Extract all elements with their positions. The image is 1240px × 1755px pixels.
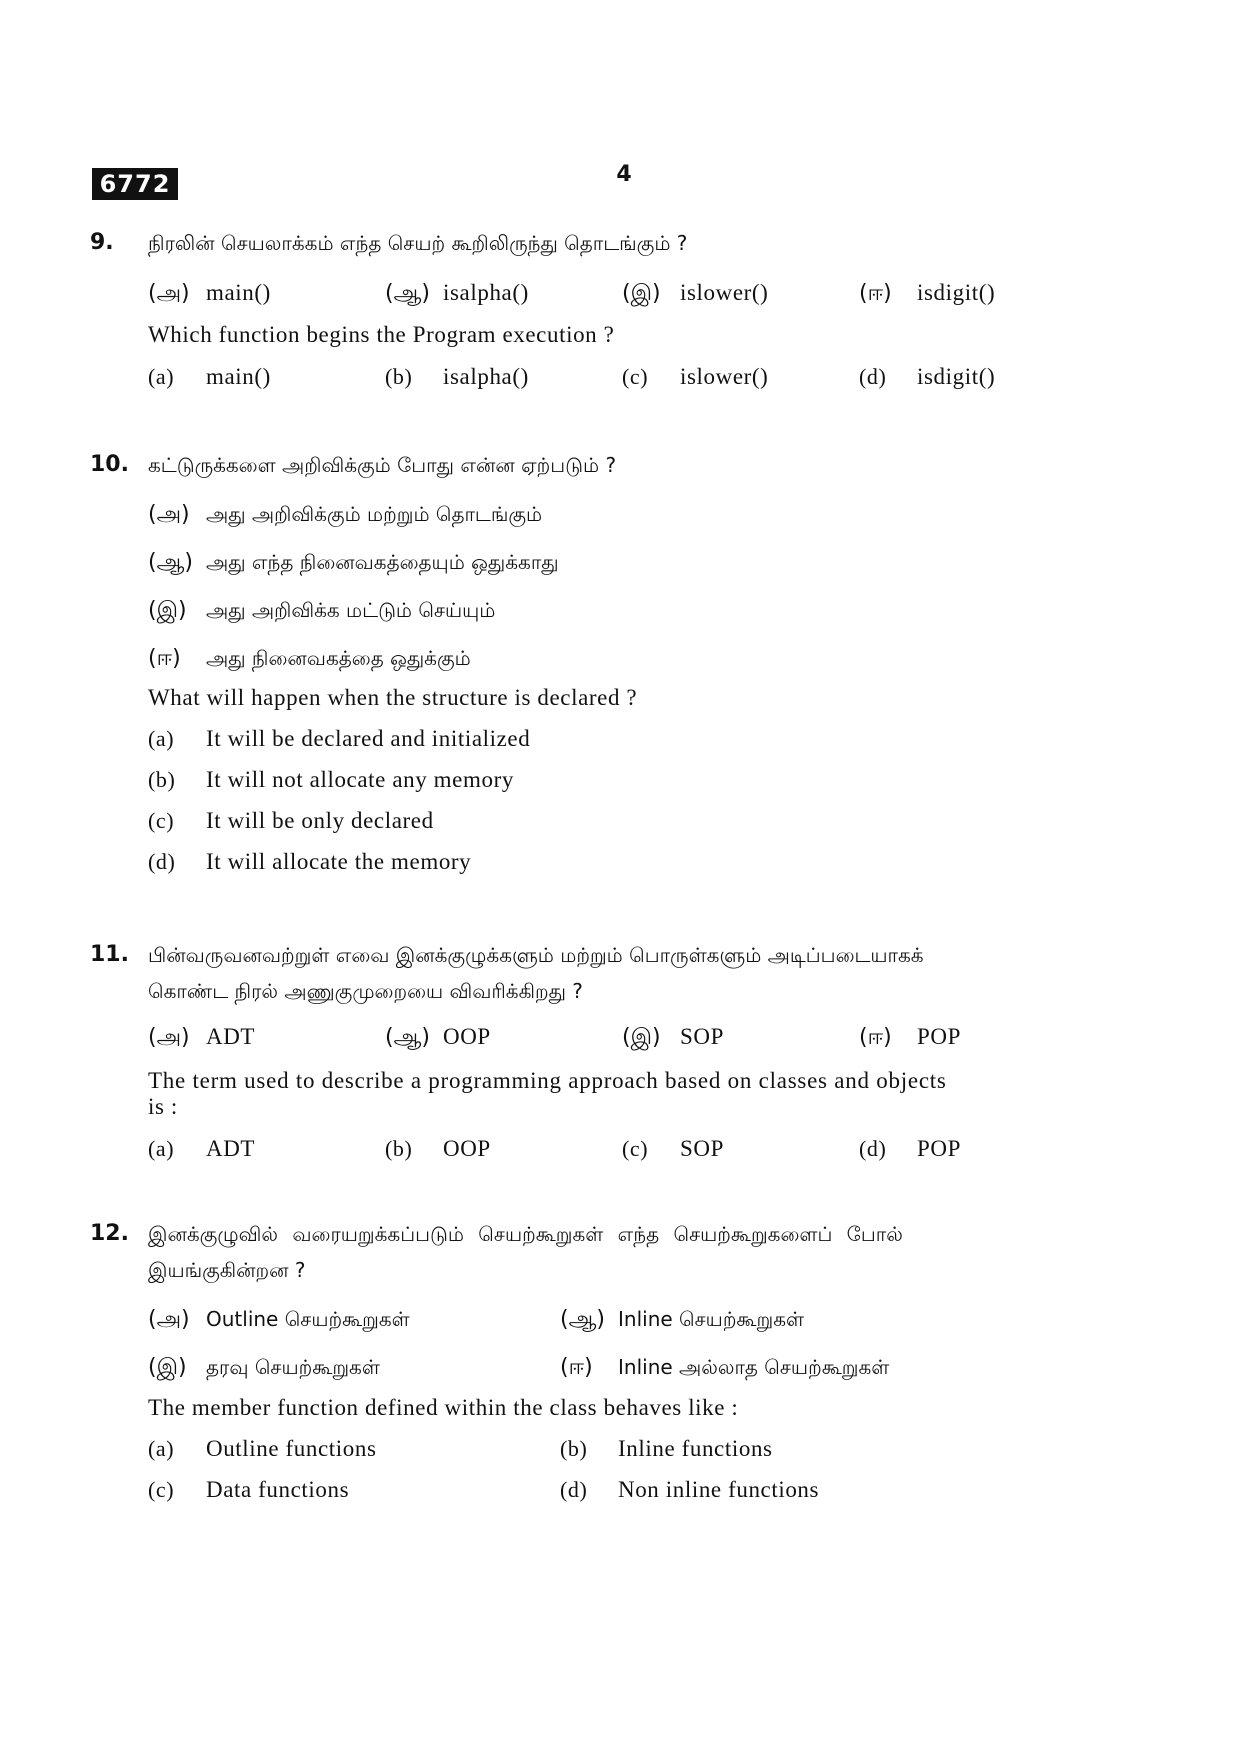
question-text-english: The member function defined within the class behaves like : — [148, 1395, 739, 1420]
option-label: (இ) — [622, 1025, 661, 1050]
question-number: 11. — [90, 942, 129, 967]
option-tamil-c — [148, 595, 495, 627]
option-text: islower() — [680, 364, 769, 389]
option-tamil-a — [148, 1304, 410, 1336]
question-text-tamil: கட்டுருக்களை அறிவிக்கும் போது என்ன ஏற்படும் ? — [148, 453, 617, 477]
option-text: isalpha() — [443, 364, 529, 389]
option-text: தரவு செயற்கூறுகள் — [206, 1355, 380, 1379]
option-label: (d) — [560, 1477, 588, 1502]
option-tamil-b — [385, 1022, 491, 1054]
question-text-tamil: பின்வருவனவற்றுள் எவை இனக்குழுக்களும் மற்றும் பொருள்களும் அடிப்படையாகக் — [148, 943, 924, 967]
option-tamil-b — [560, 1304, 804, 1336]
option-label: (அ) — [148, 1307, 190, 1332]
option-text: islower() — [680, 280, 769, 305]
option-label: (a) — [148, 1136, 175, 1161]
option-text: Outline functions — [206, 1436, 377, 1461]
option-english-d — [148, 847, 471, 879]
option-text: isdigit() — [917, 280, 996, 305]
option-tamil-d — [560, 1352, 889, 1384]
option-text: POP — [917, 1136, 961, 1161]
option-english-d — [560, 1475, 819, 1507]
option-text: main() — [206, 364, 271, 389]
option-label: (b) — [385, 1136, 413, 1161]
option-english-c — [148, 1475, 349, 1507]
option-english-b — [148, 765, 514, 797]
question-text-english: The term used to describe a programming approach based on classes and objects — [148, 1068, 947, 1093]
question-text-english: Which function begins the Program execution ? — [148, 322, 615, 347]
question-number: 9. — [90, 230, 114, 255]
option-label: (a) — [148, 364, 175, 389]
option-label: (c) — [148, 1477, 175, 1502]
paper-code-badge: 6772 — [92, 168, 178, 200]
option-label: (d) — [859, 364, 887, 389]
option-label: (d) — [859, 1136, 887, 1161]
option-english-b — [385, 362, 529, 394]
option-tamil-c — [622, 1022, 724, 1054]
option-label: (b) — [560, 1436, 588, 1461]
option-text: SOP — [680, 1136, 724, 1161]
option-text: It will be only declared — [206, 808, 434, 833]
option-tamil-d — [859, 278, 995, 310]
option-text: OOP — [443, 1136, 491, 1161]
option-label: (ஆ) — [148, 550, 193, 575]
option-label: (அ) — [148, 502, 190, 527]
option-english-a — [148, 724, 530, 756]
page-number: 4 — [616, 162, 632, 187]
option-tamil-a — [148, 278, 271, 310]
option-tamil-d — [148, 643, 471, 675]
option-label: (c) — [148, 808, 175, 833]
option-english-d — [859, 1134, 961, 1166]
option-tamil-b — [148, 547, 559, 579]
option-tamil-d — [859, 1022, 961, 1054]
option-text: SOP — [680, 1024, 724, 1049]
option-label: (a) — [148, 726, 175, 751]
option-text: அது எந்த நினைவகத்தையும் ஒதுக்காது — [206, 550, 559, 574]
option-english-a — [148, 362, 271, 394]
option-tamil-a — [148, 1022, 255, 1054]
option-text: isdigit() — [917, 364, 996, 389]
option-label: (ஈ) — [859, 281, 892, 306]
option-label: (அ) — [148, 281, 190, 306]
option-label: (ஈ) — [560, 1355, 593, 1380]
option-text: Inline அல்லாத செயற்கூறுகள் — [618, 1355, 890, 1379]
option-label: (ஈ) — [859, 1025, 892, 1050]
option-text: அது அறிவிக்கும் மற்றும் தொடங்கும் — [206, 502, 543, 526]
option-label: (d) — [148, 849, 176, 874]
option-label: (b) — [385, 364, 413, 389]
option-label: (ஈ) — [148, 646, 181, 671]
question-text-english: What will happen when the structure is declared ? — [148, 685, 638, 710]
option-english-b — [560, 1434, 773, 1466]
option-label: (இ) — [148, 1355, 187, 1380]
option-english-c — [148, 806, 434, 838]
question-text-tamil: இனக்குழுவில் வரையறுக்கப்படும் செயற்கூறுகள் எந்த செயற்கூறுகளைப் போல் — [148, 1222, 903, 1246]
option-text: ADT — [206, 1024, 256, 1049]
option-label: (c) — [622, 364, 649, 389]
option-text: POP — [917, 1024, 961, 1049]
option-text: ADT — [206, 1136, 256, 1161]
option-text: main() — [206, 280, 271, 305]
option-tamil-c — [148, 1352, 380, 1384]
option-label: (ஆ) — [560, 1307, 605, 1332]
option-text: Outline செயற்கூறுகள் — [206, 1307, 410, 1331]
option-label: (இ) — [622, 281, 661, 306]
option-tamil-a — [148, 499, 542, 531]
option-label: (இ) — [148, 598, 187, 623]
question-text-tamil-cont: இயங்குகின்றன ? — [148, 1258, 306, 1282]
option-label: (ஆ) — [385, 281, 430, 306]
option-text: It will allocate the memory — [206, 849, 472, 874]
option-text: It will not allocate any memory — [206, 767, 514, 792]
question-text-tamil-cont: கொண்ட நிரல் அணுகுமுறையை விவரிக்கிறது ? — [148, 979, 583, 1003]
option-text: Inline செயற்கூறுகள் — [618, 1307, 805, 1331]
option-english-d — [859, 362, 995, 394]
option-text: isalpha() — [443, 280, 529, 305]
option-english-a — [148, 1434, 377, 1466]
option-text: Inline functions — [618, 1436, 773, 1461]
option-english-b — [385, 1134, 491, 1166]
question-number: 10. — [90, 452, 129, 477]
option-tamil-c — [622, 278, 768, 310]
option-label: (a) — [148, 1436, 175, 1461]
option-label: (b) — [148, 767, 176, 792]
option-text: OOP — [443, 1024, 491, 1049]
question-number: 12. — [90, 1221, 129, 1246]
option-label: (ஆ) — [385, 1025, 430, 1050]
option-label: (c) — [622, 1136, 649, 1161]
question-text-english-cont: is : — [148, 1094, 178, 1119]
option-text: Non inline functions — [618, 1477, 820, 1502]
option-label: (அ) — [148, 1025, 190, 1050]
option-english-c — [622, 362, 768, 394]
question-text-tamil: நிரலின் செயலாக்கம் எந்த செயற் கூறிலிருந்து தொடங்கும் ? — [148, 231, 688, 255]
option-text: It will be declared and initialized — [206, 726, 531, 751]
option-english-a — [148, 1134, 255, 1166]
option-text: அது நினைவகத்தை ஒதுக்கும் — [206, 646, 471, 670]
option-english-c — [622, 1134, 724, 1166]
option-text: அது அறிவிக்க மட்டும் செய்யும் — [206, 598, 496, 622]
option-text: Data functions — [206, 1477, 350, 1502]
option-tamil-b — [385, 278, 529, 310]
